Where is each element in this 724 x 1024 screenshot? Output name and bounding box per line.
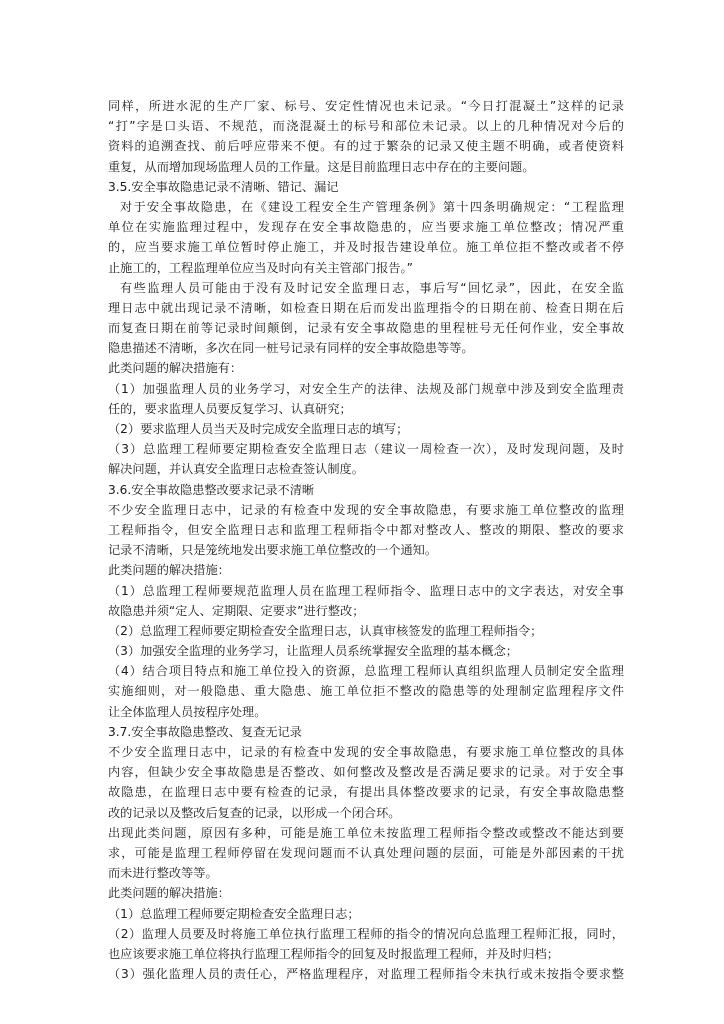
text-line: 故隐患并须“定人、定期限、定要求”进行整改；	[108, 603, 365, 618]
text-line: 也应该要求施工单位将执行监理工程师指令的回复及时报监理工程师，并及时归档；	[108, 946, 559, 961]
text-line: （3）强化监理人员的责任心，严格监理程序，对监理工程师指令未执行或未按指令要求整	[108, 967, 624, 982]
text-line: 止施工的，工程监理单位应当及时向有关主管部门报告。”	[108, 260, 413, 275]
text-line: “打”字是口头语、不规范，而浇混凝土的标号和部位未记录。以上的几种情况对今后的	[108, 119, 624, 134]
text-line: 实施细则，对一般隐患、重大隐患、施工单位拒不整改的隐患等的处理制定监理程序文件	[108, 684, 624, 699]
section-heading: 3.7.安全事故隐患整改、复查无记录	[108, 724, 302, 739]
text-line: 此类问题的解决措施：	[108, 563, 230, 578]
text-line: 不少安全监理日志中，记录的有检查中发现的安全事故隐患，有要求施工单位整改的具体	[108, 745, 624, 759]
text-line: 出现此类问题，原因有多种，可能是施工单位未按监理工程师指令整改或整改不能达到要	[108, 825, 624, 840]
section-heading: 3.5.安全事故隐患记录不清晰、错记、漏记	[108, 179, 339, 194]
text-line: 而复查日期在前等记录时间颠倒，记录有安全事故隐患的里程桩号无任何作业，安全事故	[108, 321, 624, 336]
text-line: 隐患描述不清晰，多次在同一桩号记录有同样的安全事故隐患等等。	[108, 341, 474, 356]
text-line: 不少安全监理日志中，记录的有检查中发现的安全事故隐患，有要求施工单位整改的监理	[108, 502, 624, 517]
text-line: 改的记录以及整改后复查的记录，以形成一个闭合环。	[108, 805, 401, 820]
text-line: 工程师指令，但安全监理日志和监理工程师指令中都对整改人、整改的期限、整改的要求	[108, 522, 624, 537]
text-line: 求，可能是监理工程师停留在发现问题而不认真处理问题的层面，可能是外部因素的干扰	[108, 845, 624, 860]
text-line: 此类问题的解决措施：	[108, 886, 230, 901]
text-line: （1）总监理工程师要规范监理人员在监理工程师指令、监理日志中的文字表达，对安全事	[108, 583, 624, 598]
text-line: 内容，但缺少安全事故隐患是否整改、如何整改及整改是否满足要求的记录。对于安全事	[108, 765, 624, 780]
text-line: 重复，从而增加现场监理人员的工作量。这是目前监理日志中存在的主要问题。	[108, 159, 535, 174]
text-line: （3）加强安全监理的业务学习，让监理人员系统掌握安全监理的基本概念；	[108, 644, 518, 659]
text-line: （2）总监理工程师要定期检查安全监理日志，认真审核签发的监理工程师指令；	[108, 623, 543, 638]
document-body	[108, 96, 624, 984]
text-line: 让全体监理人员按程序处理。	[108, 704, 267, 719]
text-line: （1）加强监理人员的业务学习，对安全生产的法律、法规及部门规章中涉及到安全监理责	[108, 381, 624, 396]
text-line: （2）要求监理人员当天及时完成安全监理日志的填写；	[108, 422, 409, 436]
text-line: 资料的追溯查找、前后呼应带来不便。有的过于繁杂的记录又使主题不明确，或者使资料	[108, 139, 624, 154]
section-heading: 3.6.安全事故隐患整改要求记录不清晰	[108, 482, 315, 497]
text-line: 故隐患，在监理日志中要有检查的记录，有提出具体整改要求的记录，有安全事故隐患整	[108, 785, 624, 800]
text-line: 单位在实施监理过程中，发现存在安全事故隐患的，应当要求施工单位整改；情况严重	[108, 220, 624, 235]
text-line: 理日志中就出现记录不清晰，如检查日期在后而发出监理指令的日期在前、检查日期在后	[108, 300, 624, 315]
text-line: （2）监理人员要及时将施工单位执行监理工程师的指令的情况向总监理工程师汇报，同时，	[108, 926, 624, 941]
text-line: 任的，要求监理人员要反复学习、认真研究；	[108, 401, 352, 416]
text-line: 记录不清晰，只是笼统地发出要求施工单位整改的一个通知。	[108, 543, 438, 558]
text-line: （1）总监理工程师要定期检查安全监理日志；	[108, 906, 360, 921]
text-line: 同样，所进水泥的生产厂家、标号、安定性情况也未记录。“今日打混凝土”这样的记录	[108, 99, 624, 113]
text-line: （4）结合项目特点和施工单位投入的资源，总监理工程师认真组织监理人员制定安全监理	[108, 664, 624, 679]
text-line: 有些监理人员可能由于没有及时记安全监理日志，事后写“回忆录”，因此，在安全监	[120, 280, 624, 295]
text-line: 的，应当要求施工单位暂时停止施工，并及时报告建设单位。施工单位拒不整改或者不停	[108, 240, 624, 255]
text-line: （3）总监理工程师要定期检查安全监理日志（建议一周检查一次），及时发现问题，及时	[108, 442, 624, 457]
text-line: 对于安全事故隐患，在《建设工程安全生产管理条例》第十四条明确规定：“工程监理	[120, 199, 624, 214]
text-lines	[108, 96, 624, 984]
text-line: 此类问题的解决措施有：	[108, 361, 243, 376]
text-line: 而未进行整改等等。	[108, 866, 218, 881]
text-line: 解决问题，并认真安全监理日志检查签认制度。	[108, 462, 364, 477]
